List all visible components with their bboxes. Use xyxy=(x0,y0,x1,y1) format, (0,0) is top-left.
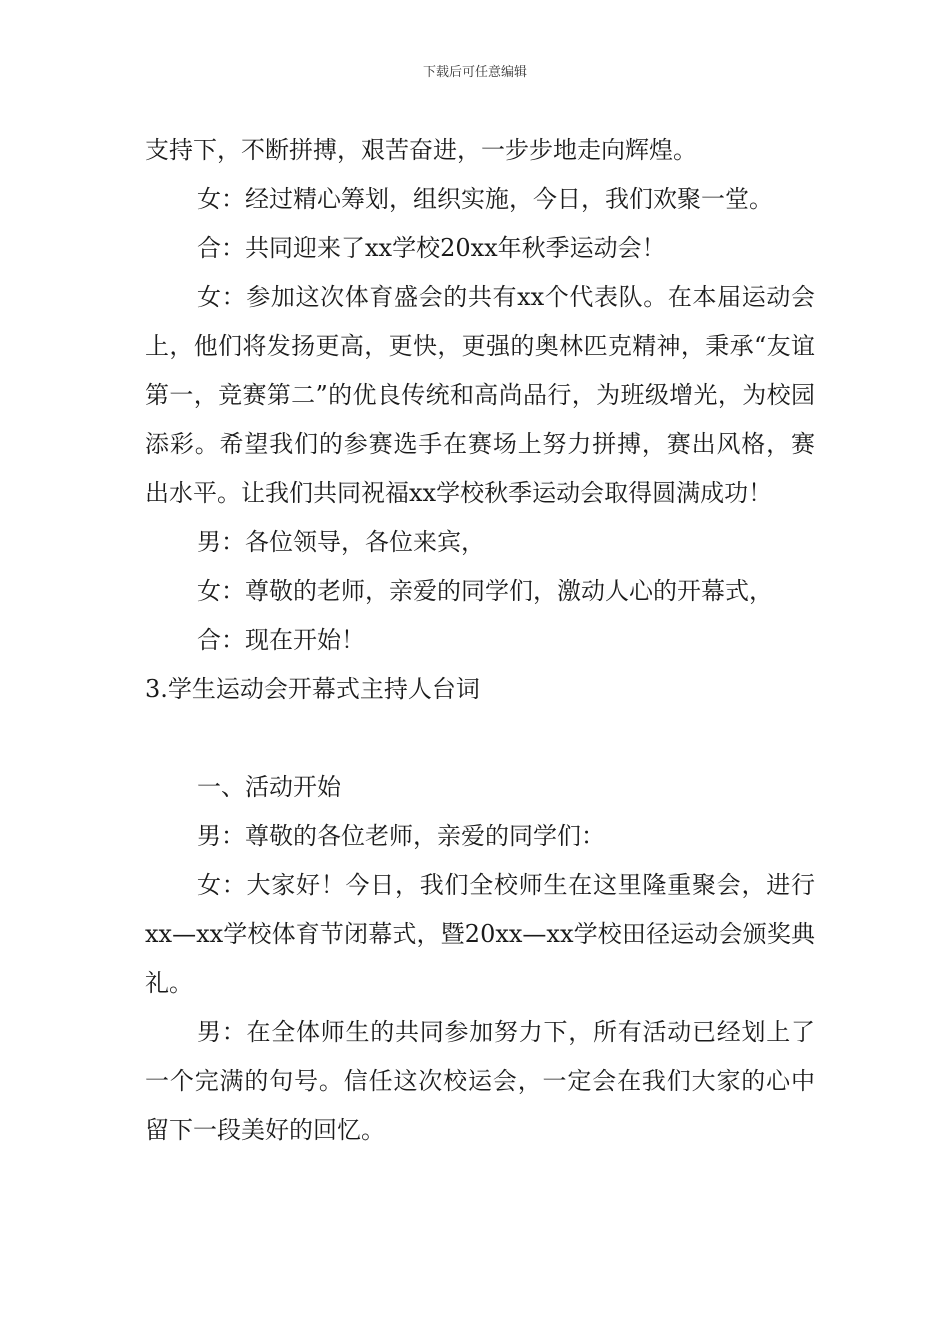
subsection-heading: 一、活动开始 xyxy=(197,773,341,801)
paragraph-8: 男：尊敬的各位老师，亲爱的同学们： xyxy=(197,822,605,850)
blank-line xyxy=(145,714,815,763)
paragraph-9: 女：大家好！今日，我们全校师生在这里隆重聚会，进行xx—xx学校体育节闭幕式，暨20xx—xx学校田径运动会颁奖典礼。 xyxy=(145,871,815,997)
page-header: 下载后可任意编辑 xyxy=(422,65,527,80)
document-body xyxy=(145,126,815,1155)
section-heading: 3.学生运动会开幕式主持人台词 xyxy=(145,675,480,703)
paragraph-10: 男：在全体师生的共同参加努力下，所有活动已经划上了一个完满的句号。信任这次校运会，一定会在我们大家的心中留下一段美好的回忆。 xyxy=(145,1018,815,1144)
paragraph-5: 男：各位领导，各位来宾， xyxy=(197,528,485,556)
paragraph-4: 女：参加这次体育盛会的共有xx个代表队。在本届运动会上，他们将发扬更高，更快，更强的奥林匹克精神，秉承“友谊第一，竞赛第二”的优良传统和高尚品行，为班级增光，为校园添彩。希望我们的参赛选手在赛场上努力拼搏，赛出风格，赛出水平。让我们共同祝福xx学校秋季运动会取得圆满成功！ xyxy=(145,283,815,507)
paragraph-3: 合：共同迎来了xx学校20xx年秋季运动会！ xyxy=(197,234,666,262)
paragraph-6: 女：尊敬的老师，亲爱的同学们，激动人心的开幕式， xyxy=(197,577,773,605)
paragraph-7: 合：现在开始！ xyxy=(197,626,365,654)
paragraph-2: 女：经过精心筹划，组织实施，今日，我们欢聚一堂。 xyxy=(197,185,773,213)
paragraph-1: 支持下，不断拼搏，艰苦奋进，一步步地走向辉煌。 xyxy=(145,136,697,164)
